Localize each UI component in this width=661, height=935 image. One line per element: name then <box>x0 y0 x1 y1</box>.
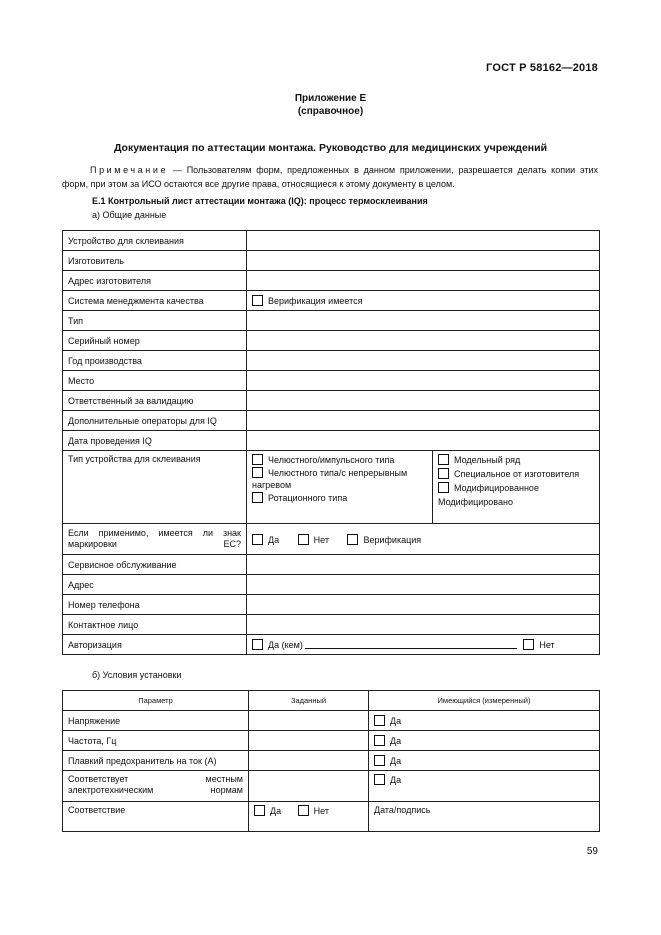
measured-cell <box>369 771 600 802</box>
row-label: Ответственный за валидацию <box>63 391 247 411</box>
option-label: Верификация имеется <box>268 296 363 306</box>
option-label: Да <box>390 736 402 746</box>
service-field[interactable] <box>247 555 600 575</box>
table-row <box>63 802 600 832</box>
device-type-right <box>433 451 600 524</box>
table-row <box>63 271 600 291</box>
table-row <box>63 231 600 251</box>
production-year-field[interactable] <box>247 351 600 371</box>
compliance-yes-option[interactable] <box>254 805 281 816</box>
table-row <box>63 555 600 575</box>
measured-cell <box>369 751 600 771</box>
yes-option[interactable] <box>374 774 401 785</box>
checkbox-icon[interactable] <box>252 639 263 650</box>
device-type-option[interactable] <box>252 454 427 466</box>
option-label: Да <box>390 775 402 785</box>
measured-cell <box>369 731 600 751</box>
qms-verified-option[interactable] <box>252 295 363 306</box>
row-label: Изготовитель <box>63 251 247 271</box>
checkbox-icon[interactable] <box>374 715 385 726</box>
row-label: Устройство для склеивания <box>63 231 247 251</box>
iq-date-field[interactable] <box>247 431 600 451</box>
table-row <box>63 615 600 635</box>
installation-conditions-table <box>62 690 600 832</box>
device-type-option[interactable] <box>438 468 594 480</box>
row-label: Адрес изготовителя <box>63 271 247 291</box>
table-header-row <box>63 691 600 711</box>
note-label: Примечание <box>90 165 169 175</box>
part-a-title: а) Общие данные <box>92 210 167 220</box>
option-label: Верификация <box>363 534 422 545</box>
row-label: Сервисное обслуживание <box>63 555 247 575</box>
checkbox-icon[interactable] <box>438 482 449 493</box>
table-row <box>63 391 600 411</box>
table-row <box>63 731 600 751</box>
row-label: Серийный номер <box>63 331 247 351</box>
option-label: Нет <box>313 806 329 816</box>
column-header: Заданный <box>249 691 369 711</box>
row-label: Дополнительные операторы для IQ <box>63 411 247 431</box>
location-field[interactable] <box>247 371 600 391</box>
row-label: Тип <box>63 311 247 331</box>
standard-code: ГОСТ Р 58162—2018 <box>486 62 598 74</box>
option-label: Специальное от изготовителя <box>454 469 580 479</box>
option-label: Модельный ряд <box>454 455 521 465</box>
compliance-cell <box>249 802 369 832</box>
column-header: Имеющийся (измеренный) <box>369 691 600 711</box>
checkbox-icon[interactable] <box>252 534 263 545</box>
document-title: Документация по аттестации монтажа. Руководство для медицинских учреждений <box>113 142 548 154</box>
option-label: Нет <box>539 640 555 650</box>
appendix-heading <box>0 92 661 118</box>
checkbox-icon[interactable] <box>374 735 385 746</box>
device-type-left <box>247 451 433 524</box>
row-label: Адрес <box>63 575 247 595</box>
row-label: Соответствие <box>63 802 249 832</box>
option-label: Да <box>270 806 282 816</box>
row-label: Плавкий предохранитель на ток (А) <box>63 751 249 771</box>
note-text: — Пользователям форм, предложенных в данном приложении, разрешается делать копии этих форм, при этом за ИСО остаются все другие права, относящиеся к этому документу в целом. <box>62 165 598 189</box>
row-label: Год производства <box>63 351 247 371</box>
set-value-cell[interactable] <box>249 771 369 802</box>
checkbox-icon[interactable] <box>298 534 309 545</box>
qms-field <box>247 291 600 311</box>
table-row <box>63 771 600 802</box>
device-type-option[interactable] <box>438 454 594 466</box>
option-label: Да <box>390 756 402 766</box>
table-row <box>63 751 600 771</box>
signature-cell[interactable] <box>369 802 600 832</box>
ce-no-option[interactable] <box>298 534 329 545</box>
option-label: Да <box>390 716 402 726</box>
row-label: Напряжение <box>63 711 249 731</box>
additional-operators-field[interactable] <box>247 411 600 431</box>
row-label: Контактное лицо <box>63 615 247 635</box>
checkbox-icon[interactable] <box>252 467 263 478</box>
table-row <box>63 331 600 351</box>
device-type-option[interactable] <box>252 492 427 504</box>
authorization-field <box>247 635 600 655</box>
table-row <box>63 451 600 524</box>
type-field[interactable] <box>247 311 600 331</box>
option-label: Челюстного типа/с непрерывным нагревом <box>252 468 408 490</box>
general-data-table <box>62 230 600 655</box>
compliance-no-option[interactable] <box>298 805 329 816</box>
measured-cell <box>369 711 600 731</box>
column-header: Параметр <box>63 691 249 711</box>
table-row <box>63 291 600 311</box>
contact-person-field[interactable] <box>247 615 600 635</box>
row-label: Соответствует местным электротехническим нормам <box>63 771 249 802</box>
row-label: Дата проведения IQ <box>63 431 247 451</box>
row-label: Система менеджмента качества <box>63 291 247 311</box>
checkbox-icon[interactable] <box>298 805 309 816</box>
ce-verification-option[interactable] <box>347 534 421 545</box>
auth-by-line[interactable] <box>305 639 517 649</box>
address-field[interactable] <box>247 575 600 595</box>
row-label: Тип устройства для склеивания <box>63 451 247 524</box>
table-row <box>63 311 600 331</box>
validation-responsible-field[interactable] <box>247 391 600 411</box>
ce-mark-field <box>247 524 600 555</box>
option-label: Нет <box>313 534 329 545</box>
checkbox-icon[interactable] <box>347 534 358 545</box>
checkbox-icon[interactable] <box>523 639 534 650</box>
checkbox-icon[interactable] <box>374 774 385 785</box>
option-label: Модифицированное <box>454 483 539 493</box>
yes-option[interactable] <box>374 755 401 766</box>
row-label: Если применимо, имеется ли знак маркировки ЕС? <box>63 524 247 555</box>
option-label: Челюстного/импульсного типа <box>268 455 395 465</box>
appendix-subtitle: (справочное) <box>297 106 364 117</box>
checkbox-icon[interactable] <box>438 468 449 479</box>
table-row <box>63 575 600 595</box>
ce-yes-option[interactable] <box>252 534 279 545</box>
yes-option[interactable] <box>374 715 401 726</box>
phone-field[interactable] <box>247 595 600 615</box>
modified-by-label: Модифицировано <box>438 497 513 507</box>
option-label: Ротационного типа <box>268 493 348 503</box>
checkbox-icon[interactable] <box>438 454 449 465</box>
checkbox-icon[interactable] <box>252 454 263 465</box>
set-value-cell[interactable] <box>249 711 369 731</box>
checkbox-icon[interactable] <box>252 295 263 306</box>
appendix-title: Приложение Е <box>294 93 367 104</box>
table-row <box>63 711 600 731</box>
manufacturer-field[interactable] <box>247 251 600 271</box>
table-row <box>63 411 600 431</box>
table-row <box>63 351 600 371</box>
row-label: Частота, Гц <box>63 731 249 751</box>
option-label: Да (кем) <box>268 640 303 650</box>
manufacturer-address-field[interactable] <box>247 271 600 291</box>
option-label: Да <box>268 534 280 545</box>
set-value-cell[interactable] <box>249 751 369 771</box>
yes-option[interactable] <box>374 735 401 746</box>
checkbox-icon[interactable] <box>254 805 265 816</box>
table-row <box>63 524 600 555</box>
table-row <box>63 595 600 615</box>
row-label: Место <box>63 371 247 391</box>
part-b-title: б) Условия установки <box>92 670 182 680</box>
checkbox-icon[interactable] <box>374 755 385 766</box>
row-label: Авторизация <box>63 635 247 655</box>
note-paragraph <box>62 164 598 191</box>
table-row <box>63 251 600 271</box>
section-title: Е.1 Контрольный лист аттестации монтажа (IQ): процесс термосклеивания <box>92 196 428 206</box>
device-type-option[interactable] <box>252 467 427 491</box>
page-number: 59 <box>586 846 598 857</box>
table-row <box>63 371 600 391</box>
signature-label: Дата/подпись <box>374 805 431 815</box>
auth-no-option[interactable] <box>523 639 554 650</box>
checkbox-icon[interactable] <box>252 492 263 503</box>
bonding-device-field[interactable] <box>247 231 600 251</box>
set-value-cell[interactable] <box>249 731 369 751</box>
auth-yes-option[interactable] <box>252 639 303 650</box>
table-row <box>63 635 600 655</box>
row-label: Номер телефона <box>63 595 247 615</box>
serial-number-field[interactable] <box>247 331 600 351</box>
table-row <box>63 431 600 451</box>
device-type-option[interactable] <box>438 482 594 494</box>
